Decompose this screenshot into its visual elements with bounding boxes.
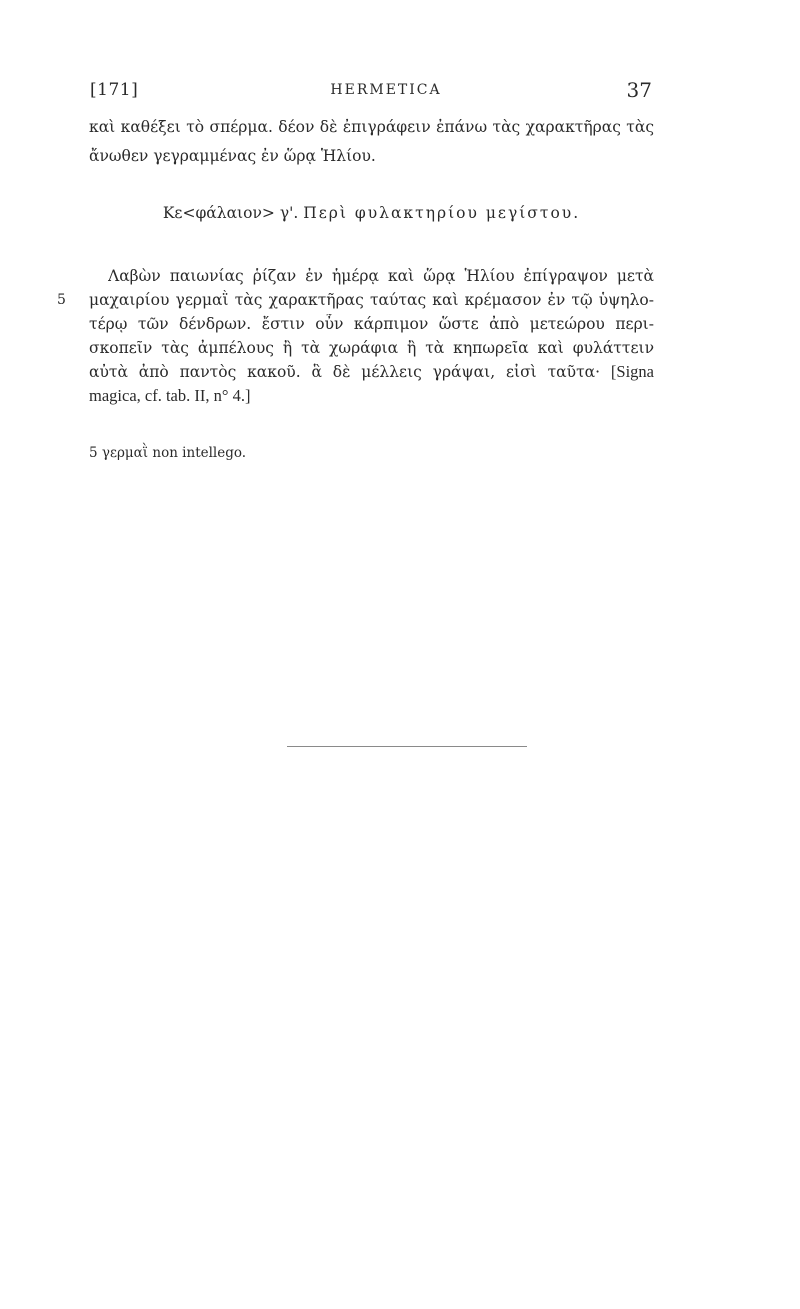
paragraph-text: αὐτὰ ἀπὸ παντὸς κακοῦ. ἃ δὲ μέλλεις γράψαι, εἰσὶ ταῦτα· [89, 363, 601, 381]
line-number: 5 [57, 292, 66, 308]
chapter-heading [89, 203, 654, 223]
editorial-note: [Signa [610, 362, 654, 381]
running-title: HERMETICA [330, 82, 442, 98]
page-reference: [171] [90, 80, 139, 100]
footnote-text: non intellego. [152, 445, 247, 461]
chapter-number: γ'. [279, 204, 299, 222]
body-line: καὶ καθέξει τὸ σπέρμα. δέον δὲ ἐπιγράφειν ἐπάνω τὰς χαρακτῆρας τὰς [89, 118, 654, 136]
paragraph-line: σκοπεῖν τὰς ἀμπέλους ἢ τὰ χωράφια ἢ τὰ κηπωρεῖα καὶ φυλάττειν [89, 339, 654, 357]
paragraph-line [89, 362, 654, 382]
body-line: ἄνωθεν γεγραμμένας ἐν ὥρᾳ Ἡλίου. [89, 147, 376, 165]
chapter-label: Κε<φάλαιον> [162, 204, 275, 222]
editorial-note-line: magica, cf. tab. II, n° 4.] [89, 386, 251, 405]
page-number: 37 [626, 78, 652, 102]
divider-rule [287, 746, 527, 747]
paragraph-line: Λαβὼν παιωνίας ῥίζαν ἐν ἡμέρᾳ καὶ ὥρᾳ Ἡλίου ἐπίγραψον μετὰ [108, 267, 654, 285]
chapter-title: Περὶ φυλακτηρίου μεγίστου. [303, 204, 581, 222]
footnote-number: 5 [89, 445, 98, 461]
footnote [89, 444, 246, 462]
paragraph-line: μαχαιρίου γερμαῒ τὰς χαρακτῆρας ταύτας καὶ κρέμασον ἐν τῷ ὑψηλο- [89, 291, 654, 309]
running-head [90, 80, 652, 104]
paragraph-line: τέρῳ τῶν δένδρων. ἔστιν οὖν κάρπιμον ὥστε ἀπὸ μετεώρου περι- [89, 315, 654, 333]
footnote-lemma: γερμαῒ [101, 445, 149, 461]
